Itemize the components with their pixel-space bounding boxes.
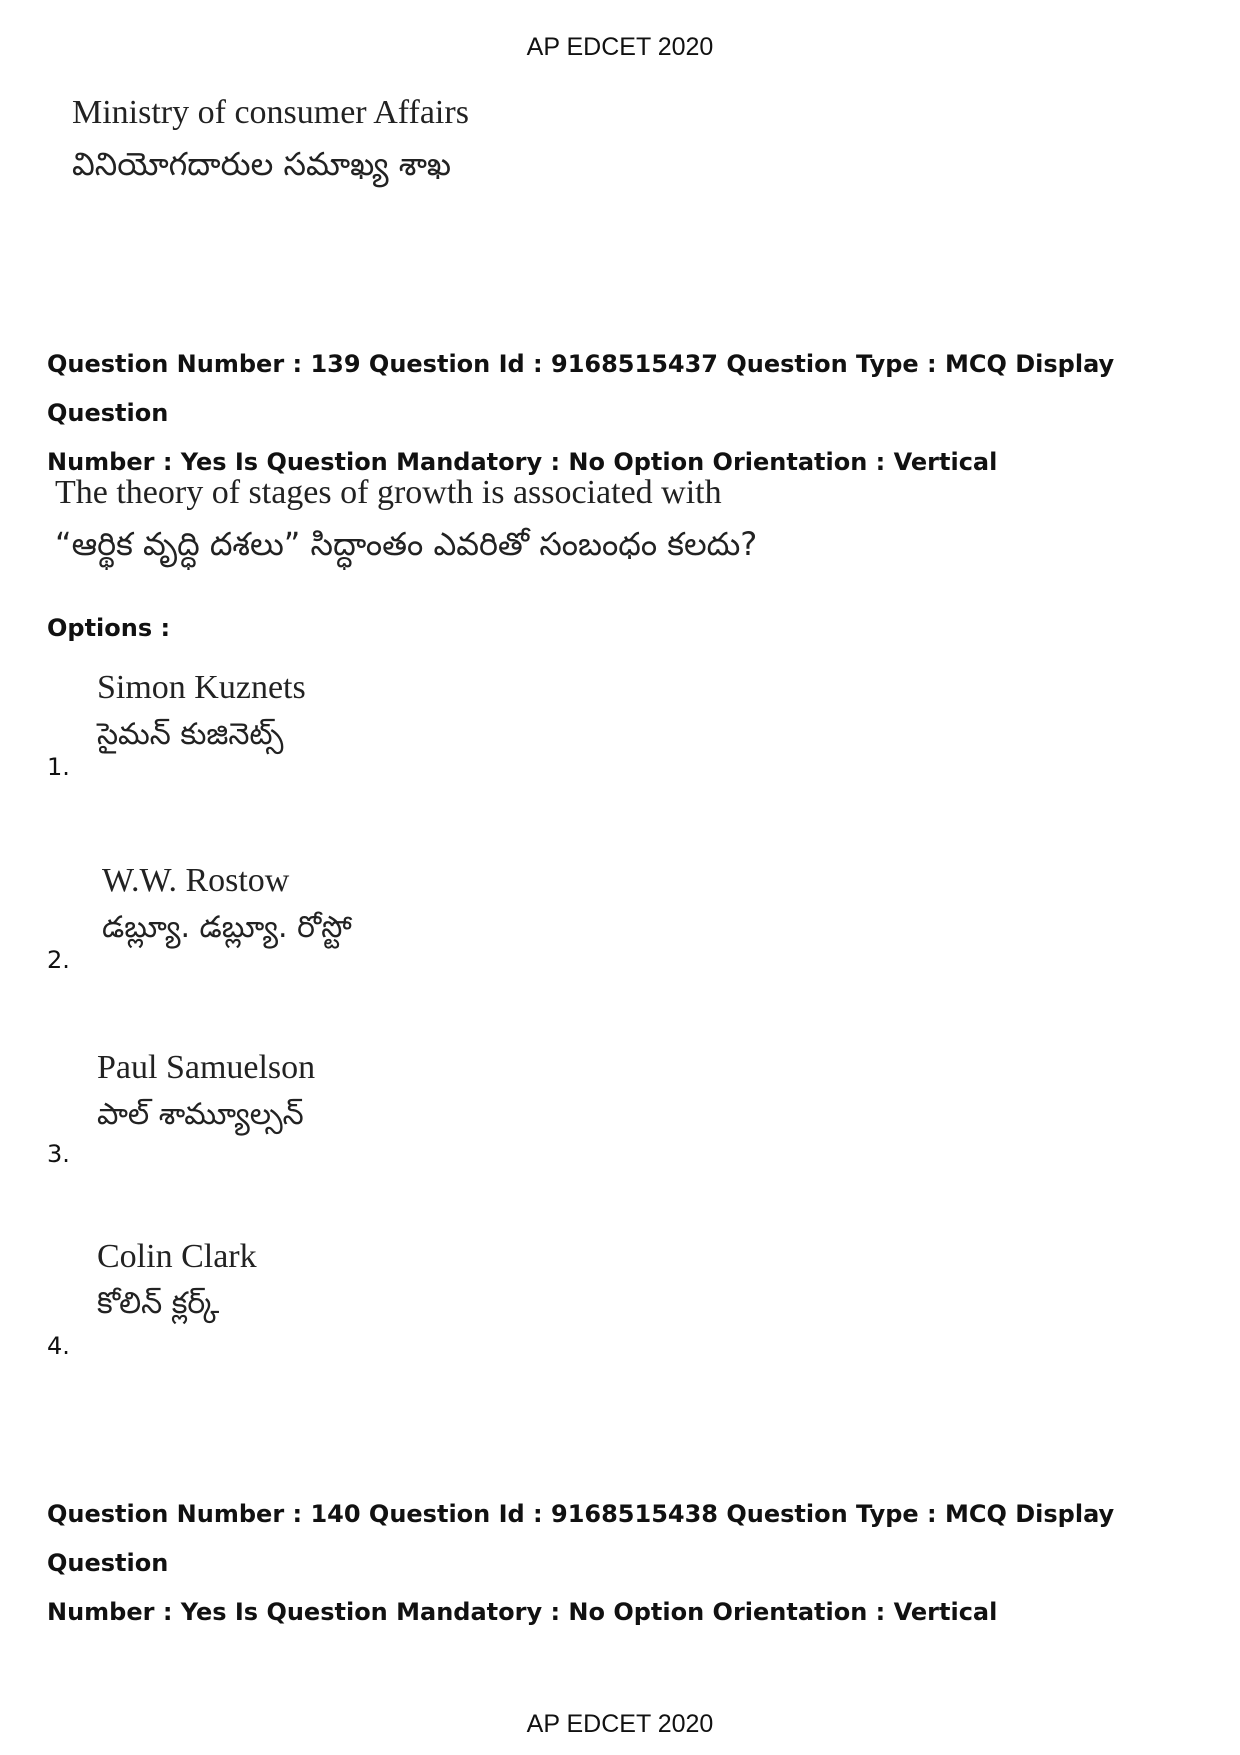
option-2-telugu: డబ్ల్యూ. డబ్ల్యూ. రోస్టో <box>102 910 352 945</box>
question-139-english: The theory of stages of growth is associated with <box>55 474 722 511</box>
option-3-text <box>97 1045 315 1139</box>
option-2-text <box>102 858 352 952</box>
previous-answer-english: Ministry of consumer Affairs <box>72 94 469 131</box>
question-139-text-image <box>55 468 757 570</box>
option-1-text <box>97 665 306 759</box>
option-3-telugu: పాల్ శామ్యూల్సన్ <box>97 1097 304 1132</box>
option-2-english: W.W. Rostow <box>102 862 290 899</box>
option-1-telugu: సైమన్ కుజినెట్స్ <box>97 717 284 752</box>
option-3-number: 3. <box>47 1140 70 1168</box>
question-140-metadata <box>47 1490 1197 1637</box>
previous-answer-telugu: వినియోగదారుల సమాఖ్య శాఖ <box>72 145 452 183</box>
question-139-metadata <box>47 340 1197 487</box>
option-4-telugu: కోలిన్ క్లర్క్ <box>97 1286 220 1321</box>
option-4-text <box>97 1234 257 1328</box>
options-label: Options : <box>47 614 171 642</box>
question-139-telugu: “ఆర్థిక వృద్ధి దశలు” సిద్ధాంతం ఎవరితో సంబంధం కలదు? <box>55 525 758 563</box>
page-footer: AP EDCET 2020 <box>526 1710 714 1738</box>
page-header: AP EDCET 2020 <box>526 33 714 61</box>
option-3-english: Paul Samuelson <box>97 1049 316 1086</box>
option-2-number: 2. <box>47 946 70 974</box>
option-1-english: Simon Kuznets <box>97 669 306 706</box>
option-1-number: 1. <box>47 753 70 781</box>
question-139-meta-line-2: Number : Yes Is Question Mandatory : No Option Orientation : Vertical <box>47 448 998 476</box>
question-140-meta-line-1: Question Number : 140 Question Id : 9168515438 Question Type : MCQ Display Question <box>47 1500 1115 1577</box>
question-139-meta-line-1: Question Number : 139 Question Id : 9168515437 Question Type : MCQ Display Question <box>47 350 1115 427</box>
previous-answer-image <box>72 88 469 190</box>
option-4-number: 4. <box>47 1332 70 1360</box>
option-4-english: Colin Clark <box>97 1238 257 1275</box>
question-140-meta-line-2: Number : Yes Is Question Mandatory : No Option Orientation : Vertical <box>47 1598 998 1626</box>
